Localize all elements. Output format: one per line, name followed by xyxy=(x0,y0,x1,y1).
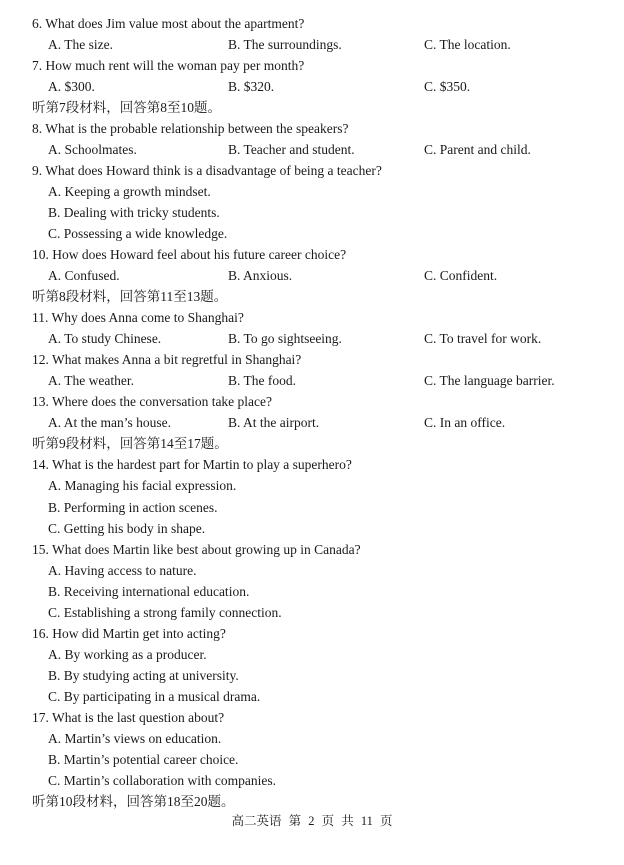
option-text: A. Managing his facial expression. xyxy=(48,478,237,494)
option-a: A. At the man’s house. xyxy=(48,415,171,431)
option-text: C. By participating in a musical drama. xyxy=(48,688,261,704)
option-c: C. The location. xyxy=(424,37,511,52)
question-text: 14. What is the hardest part for Martin to play a superhero? xyxy=(32,457,352,473)
option-c: C. Confident. xyxy=(424,268,498,284)
question-text: 9. What does Howard think is a disadvantage of being a teacher? xyxy=(32,163,382,179)
option-c: C. The language barrier. xyxy=(424,373,555,389)
question-line xyxy=(0,454,624,475)
question-line xyxy=(0,623,624,644)
question-text: 17. What is the last question about? xyxy=(32,709,225,725)
option-line xyxy=(0,497,624,518)
question-text: 15. What does Martin like best about growing up in Canada? xyxy=(32,541,361,557)
question-line xyxy=(0,244,624,265)
options-row xyxy=(0,265,624,286)
option-text: C. Martin’s collaboration with companies. xyxy=(48,772,276,788)
option-text: A. Having access to nature. xyxy=(48,562,197,578)
question-line xyxy=(0,349,624,370)
section-instruction xyxy=(0,433,624,454)
option-line xyxy=(0,518,624,539)
option-b: B. To go sightseeing. xyxy=(228,331,342,347)
page-footer: 高二英语 第 2 页 共 11 页 xyxy=(231,814,393,828)
question-line xyxy=(0,160,624,181)
option-a: A. The weather. xyxy=(48,373,134,389)
option-text: A. Martin’s views on education. xyxy=(48,730,222,746)
options-row xyxy=(0,76,624,97)
option-b: B. $320. xyxy=(228,79,275,95)
option-a: A. $300. xyxy=(48,79,95,95)
option-line xyxy=(0,475,624,496)
option-line xyxy=(0,223,624,244)
option-c: C. To travel for work. xyxy=(424,331,542,347)
question-text: 13. Where does the conversation take place? xyxy=(32,394,273,410)
section-instruction xyxy=(0,791,624,812)
option-text: A. Keeping a growth mindset. xyxy=(48,184,211,200)
option-b: B. Teacher and student. xyxy=(228,142,355,158)
section-text: 听第10段材料，回答第18至20题。 xyxy=(32,793,235,809)
question-text: 16. How did Martin get into acting? xyxy=(32,625,226,641)
option-line xyxy=(0,581,624,602)
option-c: C. $350. xyxy=(424,79,471,95)
section-instruction xyxy=(0,97,624,118)
option-text: B. Dealing with tricky students. xyxy=(48,205,220,221)
question-line xyxy=(0,118,624,139)
option-line xyxy=(0,560,624,581)
options-row xyxy=(0,139,624,160)
option-a: A. To study Chinese. xyxy=(48,331,162,347)
question-line xyxy=(0,55,624,76)
options-row xyxy=(0,34,624,55)
question-text: 12. What makes Anna a bit regretful in Shanghai? xyxy=(32,352,302,368)
option-a: A. The size. xyxy=(48,37,113,52)
option-line xyxy=(0,602,624,623)
option-line xyxy=(0,644,624,665)
section-text: 听第8段材料，回答第11至13题。 xyxy=(32,289,228,305)
option-line xyxy=(0,749,624,770)
option-b: B. Anxious. xyxy=(228,268,293,284)
option-text: A. By working as a producer. xyxy=(48,646,207,662)
question-line xyxy=(0,391,624,412)
option-line xyxy=(0,665,624,686)
option-c: C. In an office. xyxy=(424,415,506,431)
section-instruction xyxy=(0,286,624,307)
question-text: 11. Why does Anna come to Shanghai? xyxy=(32,310,244,326)
option-text: B. Performing in action scenes. xyxy=(48,499,218,515)
question-line xyxy=(0,707,624,728)
option-b: B. The food. xyxy=(228,373,296,389)
option-text: C. Getting his body in shape. xyxy=(48,520,206,536)
option-text: B. By studying acting at university. xyxy=(48,667,239,683)
question-line xyxy=(0,307,624,328)
question-line xyxy=(0,13,624,34)
options-row xyxy=(0,370,624,391)
question-text: 6. What does Jim value most about the apartment? xyxy=(32,16,305,31)
option-line xyxy=(0,728,624,749)
option-b: B. At the airport. xyxy=(228,415,320,431)
option-b: B. The surroundings. xyxy=(228,37,342,52)
option-a: A. Schoolmates. xyxy=(48,142,137,158)
question-text: 10. How does Howard feel about his future career choice? xyxy=(32,247,347,263)
option-line xyxy=(0,202,624,223)
question-text: 7. How much rent will the woman pay per month? xyxy=(32,58,305,73)
option-text: B. Receiving international education. xyxy=(48,583,250,599)
option-text: C. Possessing a wide knowledge. xyxy=(48,226,228,242)
section-text: 听第7段材料，回答第8至10题。 xyxy=(32,100,221,116)
option-a: A. Confused. xyxy=(48,268,120,284)
question-text: 8. What is the probable relationship between the speakers? xyxy=(32,121,349,137)
question-line xyxy=(0,539,624,560)
option-line xyxy=(0,770,624,791)
option-text: B. Martin’s potential career choice. xyxy=(48,751,239,767)
option-line xyxy=(0,181,624,202)
section-text: 听第9段材料，回答第14至17题。 xyxy=(32,436,228,452)
option-line xyxy=(0,686,624,707)
options-row xyxy=(0,328,624,349)
option-c: C. Parent and child. xyxy=(424,142,531,158)
options-row xyxy=(0,412,624,433)
option-text: C. Establishing a strong family connection. xyxy=(48,604,282,620)
